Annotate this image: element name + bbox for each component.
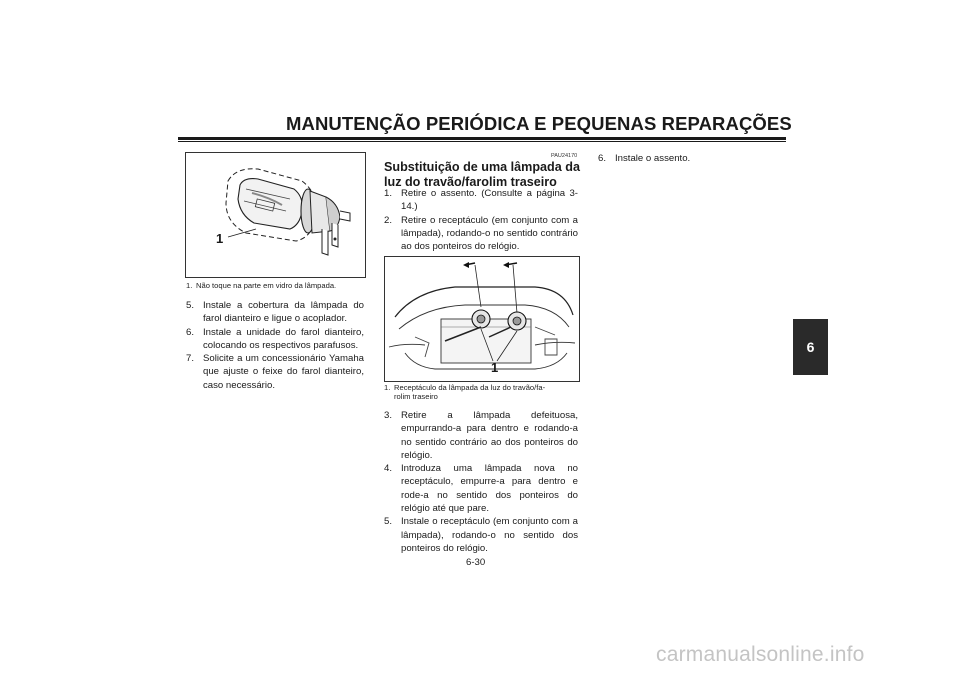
list-item: 6. Instale a unidade do farol dianteiro, colocando os respectivos parafusos.	[186, 326, 364, 351]
headlight-bulb-illustration	[186, 153, 365, 277]
middle-steps-after	[384, 409, 578, 555]
taillight-socket-illustration	[385, 257, 579, 381]
right-steps-list	[598, 152, 788, 165]
left-steps-list	[186, 299, 364, 392]
middle-steps-before	[384, 187, 578, 253]
list-item: 6. Instale o assento.	[598, 153, 691, 164]
list-item: 5. Instale a cobertura da lâmpada do farol dianteiro e ligue o acoplador.	[186, 300, 364, 325]
title-rule-thin	[178, 141, 786, 142]
list-item: 4. Introduza uma lâmpada nova no receptáculo, empurre-a para dentro e rode-a no sentido dos ponteiros do relógio até que pare.	[384, 463, 578, 515]
page-number: 6-30	[466, 557, 486, 568]
list-item: 5. Instale o receptáculo (em conjunto com a lâmpada), rodando-o no sentido dos ponteiros do relógio.	[384, 516, 578, 554]
figure-callout-1: 1	[491, 360, 499, 375]
list-item: 7. Solicite a um concessionário Yamaha que ajuste o feixe do farol dianteiro, caso necessário.	[186, 353, 364, 391]
caption-line-2: rolim traseiro	[394, 392, 438, 402]
page-title: MANUTENÇÃO PERIÓDICA E PEQUENAS REPARAÇÕES	[286, 113, 792, 134]
list-item: 3. Retire a lâmpada defeituosa, empurrando-a para dentro e rodando-a no sentido contrário ao dos ponteiros do relógio.	[384, 410, 578, 461]
caption-text: Não toque na parte em vidro da lâmpada.	[196, 281, 337, 290]
caption-number: 1.	[186, 281, 193, 290]
caption-number: 1.	[384, 383, 391, 392]
chapter-tab[interactable]: 6	[793, 319, 828, 375]
list-item: 1. Retire o assento. (Consulte a página 3-14.)	[384, 188, 578, 213]
figure-caption	[186, 281, 364, 290]
figure-callout-1: 1	[216, 231, 224, 246]
list-item: 2. Retire o receptáculo (em conjunto com a lâmpada), rodando-o no sentido contrário ao dos ponteiros do relógio.	[384, 214, 578, 253]
section-title: Substituição de uma lâmpada da luz do travão/farolim traseiro	[384, 160, 580, 189]
figure-caption	[384, 383, 584, 402]
caption-line-1: Receptáculo da lâmpada da luz do travão/fa-	[394, 383, 546, 392]
headlight-bulb-figure	[185, 152, 366, 278]
watermark: carmanualsonline.info	[656, 643, 865, 666]
taillight-socket-figure	[384, 256, 580, 382]
section-code: PAU24170	[551, 153, 578, 159]
title-rule	[178, 137, 786, 140]
